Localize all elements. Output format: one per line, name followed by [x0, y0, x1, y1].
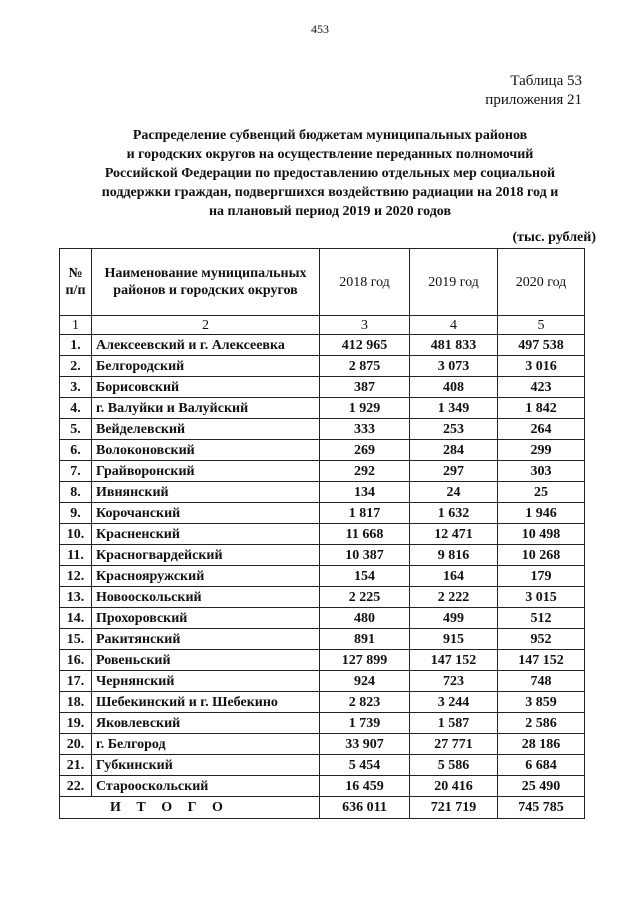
total-row	[60, 797, 585, 819]
row-number: 11.	[60, 545, 92, 566]
table-row	[60, 335, 585, 356]
header-2018: 2018 год	[320, 249, 410, 316]
table-row	[60, 587, 585, 608]
value-2020: 3 859	[498, 692, 585, 713]
value-2020: 25	[498, 482, 585, 503]
row-number: 12.	[60, 566, 92, 587]
value-2018: 333	[320, 419, 410, 440]
district-name: Яковлевский	[92, 713, 320, 734]
district-name: Белгородский	[92, 356, 320, 377]
column-number: 2	[92, 316, 320, 335]
row-number: 2.	[60, 356, 92, 377]
value-2018: 16 459	[320, 776, 410, 797]
table-ref-line2: приложения 21	[485, 92, 582, 108]
column-number: 5	[498, 316, 585, 335]
value-2020: 147 152	[498, 650, 585, 671]
table-row	[60, 524, 585, 545]
header-num: № п/п	[60, 249, 92, 316]
row-number: 5.	[60, 419, 92, 440]
subsidy-table	[59, 248, 585, 819]
value-2018: 292	[320, 461, 410, 482]
title-line2: и городских округов на осуществление переданных полномочий	[126, 147, 534, 162]
row-number: 4.	[60, 398, 92, 419]
value-2020: 423	[498, 377, 585, 398]
value-2019: 3 244	[410, 692, 498, 713]
column-number-row	[60, 316, 585, 335]
row-number: 14.	[60, 608, 92, 629]
district-name: Волоконовский	[92, 440, 320, 461]
value-2019: 1 587	[410, 713, 498, 734]
total-2020: 745 785	[498, 797, 585, 819]
column-number: 3	[320, 316, 410, 335]
table-row	[60, 398, 585, 419]
value-2018: 924	[320, 671, 410, 692]
document-title	[70, 126, 590, 221]
value-2019: 284	[410, 440, 498, 461]
value-2018: 2 823	[320, 692, 410, 713]
table-row	[60, 629, 585, 650]
district-name: Грайворонский	[92, 461, 320, 482]
district-name: г. Валуйки и Валуйский	[92, 398, 320, 419]
column-number: 4	[410, 316, 498, 335]
district-name: Шебекинский и г. Шебекино	[92, 692, 320, 713]
value-2019: 723	[410, 671, 498, 692]
title-line5: на плановый период 2019 и 2020 годов	[208, 204, 452, 219]
column-number: 1	[60, 316, 92, 335]
row-number: 13.	[60, 587, 92, 608]
header-name: Наименование муниципальных районов и городских округов	[92, 249, 320, 316]
district-name: Ракитянский	[92, 629, 320, 650]
row-number: 22.	[60, 776, 92, 797]
row-number: 21.	[60, 755, 92, 776]
value-2020: 179	[498, 566, 585, 587]
row-number: 18.	[60, 692, 92, 713]
value-2019: 481 833	[410, 335, 498, 356]
value-2020: 3 015	[498, 587, 585, 608]
district-name: Губкинский	[92, 755, 320, 776]
table-row	[60, 377, 585, 398]
value-2019: 253	[410, 419, 498, 440]
row-number: 9.	[60, 503, 92, 524]
district-name: Корочанский	[92, 503, 320, 524]
table-row	[60, 566, 585, 587]
value-2018: 127 899	[320, 650, 410, 671]
value-2019: 24	[410, 482, 498, 503]
district-name: Краснояружский	[92, 566, 320, 587]
value-2018: 891	[320, 629, 410, 650]
total-label: И Т О Г О	[60, 797, 320, 819]
value-2020: 10 498	[498, 524, 585, 545]
value-2019: 164	[410, 566, 498, 587]
value-2018: 2 875	[320, 356, 410, 377]
header-2020: 2020 год	[498, 249, 585, 316]
district-name: г. Белгород	[92, 734, 320, 755]
value-2020: 6 684	[498, 755, 585, 776]
value-2018: 1 739	[320, 713, 410, 734]
value-2019: 20 416	[410, 776, 498, 797]
value-2018: 1 929	[320, 398, 410, 419]
row-number: 7.	[60, 461, 92, 482]
value-2018: 5 454	[320, 755, 410, 776]
district-name: Алексеевский и г. Алексеевка	[92, 335, 320, 356]
value-2019: 1 632	[410, 503, 498, 524]
unit-note: (тыс. рублей)	[512, 230, 596, 245]
value-2020: 2 586	[498, 713, 585, 734]
header-2019: 2019 год	[410, 249, 498, 316]
value-2019: 3 073	[410, 356, 498, 377]
district-name: Новооскольский	[92, 587, 320, 608]
value-2020: 28 186	[498, 734, 585, 755]
value-2019: 408	[410, 377, 498, 398]
district-name: Красненский	[92, 524, 320, 545]
value-2020: 10 268	[498, 545, 585, 566]
district-name: Вейделевский	[92, 419, 320, 440]
table-row	[60, 419, 585, 440]
row-number: 3.	[60, 377, 92, 398]
district-name: Ивнянский	[92, 482, 320, 503]
district-name: Борисовский	[92, 377, 320, 398]
value-2018: 134	[320, 482, 410, 503]
total-2019: 721 719	[410, 797, 498, 819]
value-2020: 952	[498, 629, 585, 650]
value-2018: 154	[320, 566, 410, 587]
table-row	[60, 503, 585, 524]
table-row	[60, 440, 585, 461]
value-2020: 512	[498, 608, 585, 629]
value-2018: 11 668	[320, 524, 410, 545]
value-2020: 303	[498, 461, 585, 482]
title-line3: Российской Федерации по предоставлению отдельных мер социальной	[104, 166, 556, 181]
table-row	[60, 671, 585, 692]
table-row	[60, 356, 585, 377]
value-2019: 9 816	[410, 545, 498, 566]
header-row	[60, 249, 585, 316]
value-2019: 27 771	[410, 734, 498, 755]
value-2019: 5 586	[410, 755, 498, 776]
table-row	[60, 755, 585, 776]
row-number: 1.	[60, 335, 92, 356]
value-2020: 25 490	[498, 776, 585, 797]
table-row	[60, 734, 585, 755]
table-row	[60, 608, 585, 629]
value-2018: 10 387	[320, 545, 410, 566]
table-row	[60, 692, 585, 713]
value-2019: 499	[410, 608, 498, 629]
row-number: 16.	[60, 650, 92, 671]
district-name: Ровеньский	[92, 650, 320, 671]
value-2018: 2 225	[320, 587, 410, 608]
row-number: 8.	[60, 482, 92, 503]
table-ref-line1: Таблица 53	[510, 73, 582, 89]
table-row	[60, 776, 585, 797]
row-number: 19.	[60, 713, 92, 734]
value-2019: 147 152	[410, 650, 498, 671]
value-2018: 269	[320, 440, 410, 461]
district-name: Красногвардейский	[92, 545, 320, 566]
district-name: Старооскольский	[92, 776, 320, 797]
value-2020: 3 016	[498, 356, 585, 377]
table-row	[60, 713, 585, 734]
total-2018: 636 011	[320, 797, 410, 819]
value-2018: 387	[320, 377, 410, 398]
value-2018: 1 817	[320, 503, 410, 524]
value-2020: 264	[498, 419, 585, 440]
title-line4: поддержки граждан, подвергшихся воздействию радиации на 2018 год и	[101, 185, 559, 200]
value-2020: 1 946	[498, 503, 585, 524]
value-2019: 2 222	[410, 587, 498, 608]
page-number: 453	[311, 22, 329, 36]
value-2018: 33 907	[320, 734, 410, 755]
row-number: 6.	[60, 440, 92, 461]
title-line1: Распределение субвенций бюджетам муниципальных районов	[132, 128, 528, 143]
table-reference	[485, 72, 582, 110]
row-number: 17.	[60, 671, 92, 692]
row-number: 10.	[60, 524, 92, 545]
value-2020: 748	[498, 671, 585, 692]
value-2019: 1 349	[410, 398, 498, 419]
row-number: 20.	[60, 734, 92, 755]
district-name: Чернянский	[92, 671, 320, 692]
table-row	[60, 482, 585, 503]
row-number: 15.	[60, 629, 92, 650]
value-2018: 480	[320, 608, 410, 629]
value-2020: 299	[498, 440, 585, 461]
table-row	[60, 650, 585, 671]
value-2019: 12 471	[410, 524, 498, 545]
value-2018: 412 965	[320, 335, 410, 356]
value-2020: 497 538	[498, 335, 585, 356]
table-row	[60, 545, 585, 566]
value-2019: 297	[410, 461, 498, 482]
table-row	[60, 461, 585, 482]
value-2019: 915	[410, 629, 498, 650]
value-2020: 1 842	[498, 398, 585, 419]
district-name: Прохоровский	[92, 608, 320, 629]
